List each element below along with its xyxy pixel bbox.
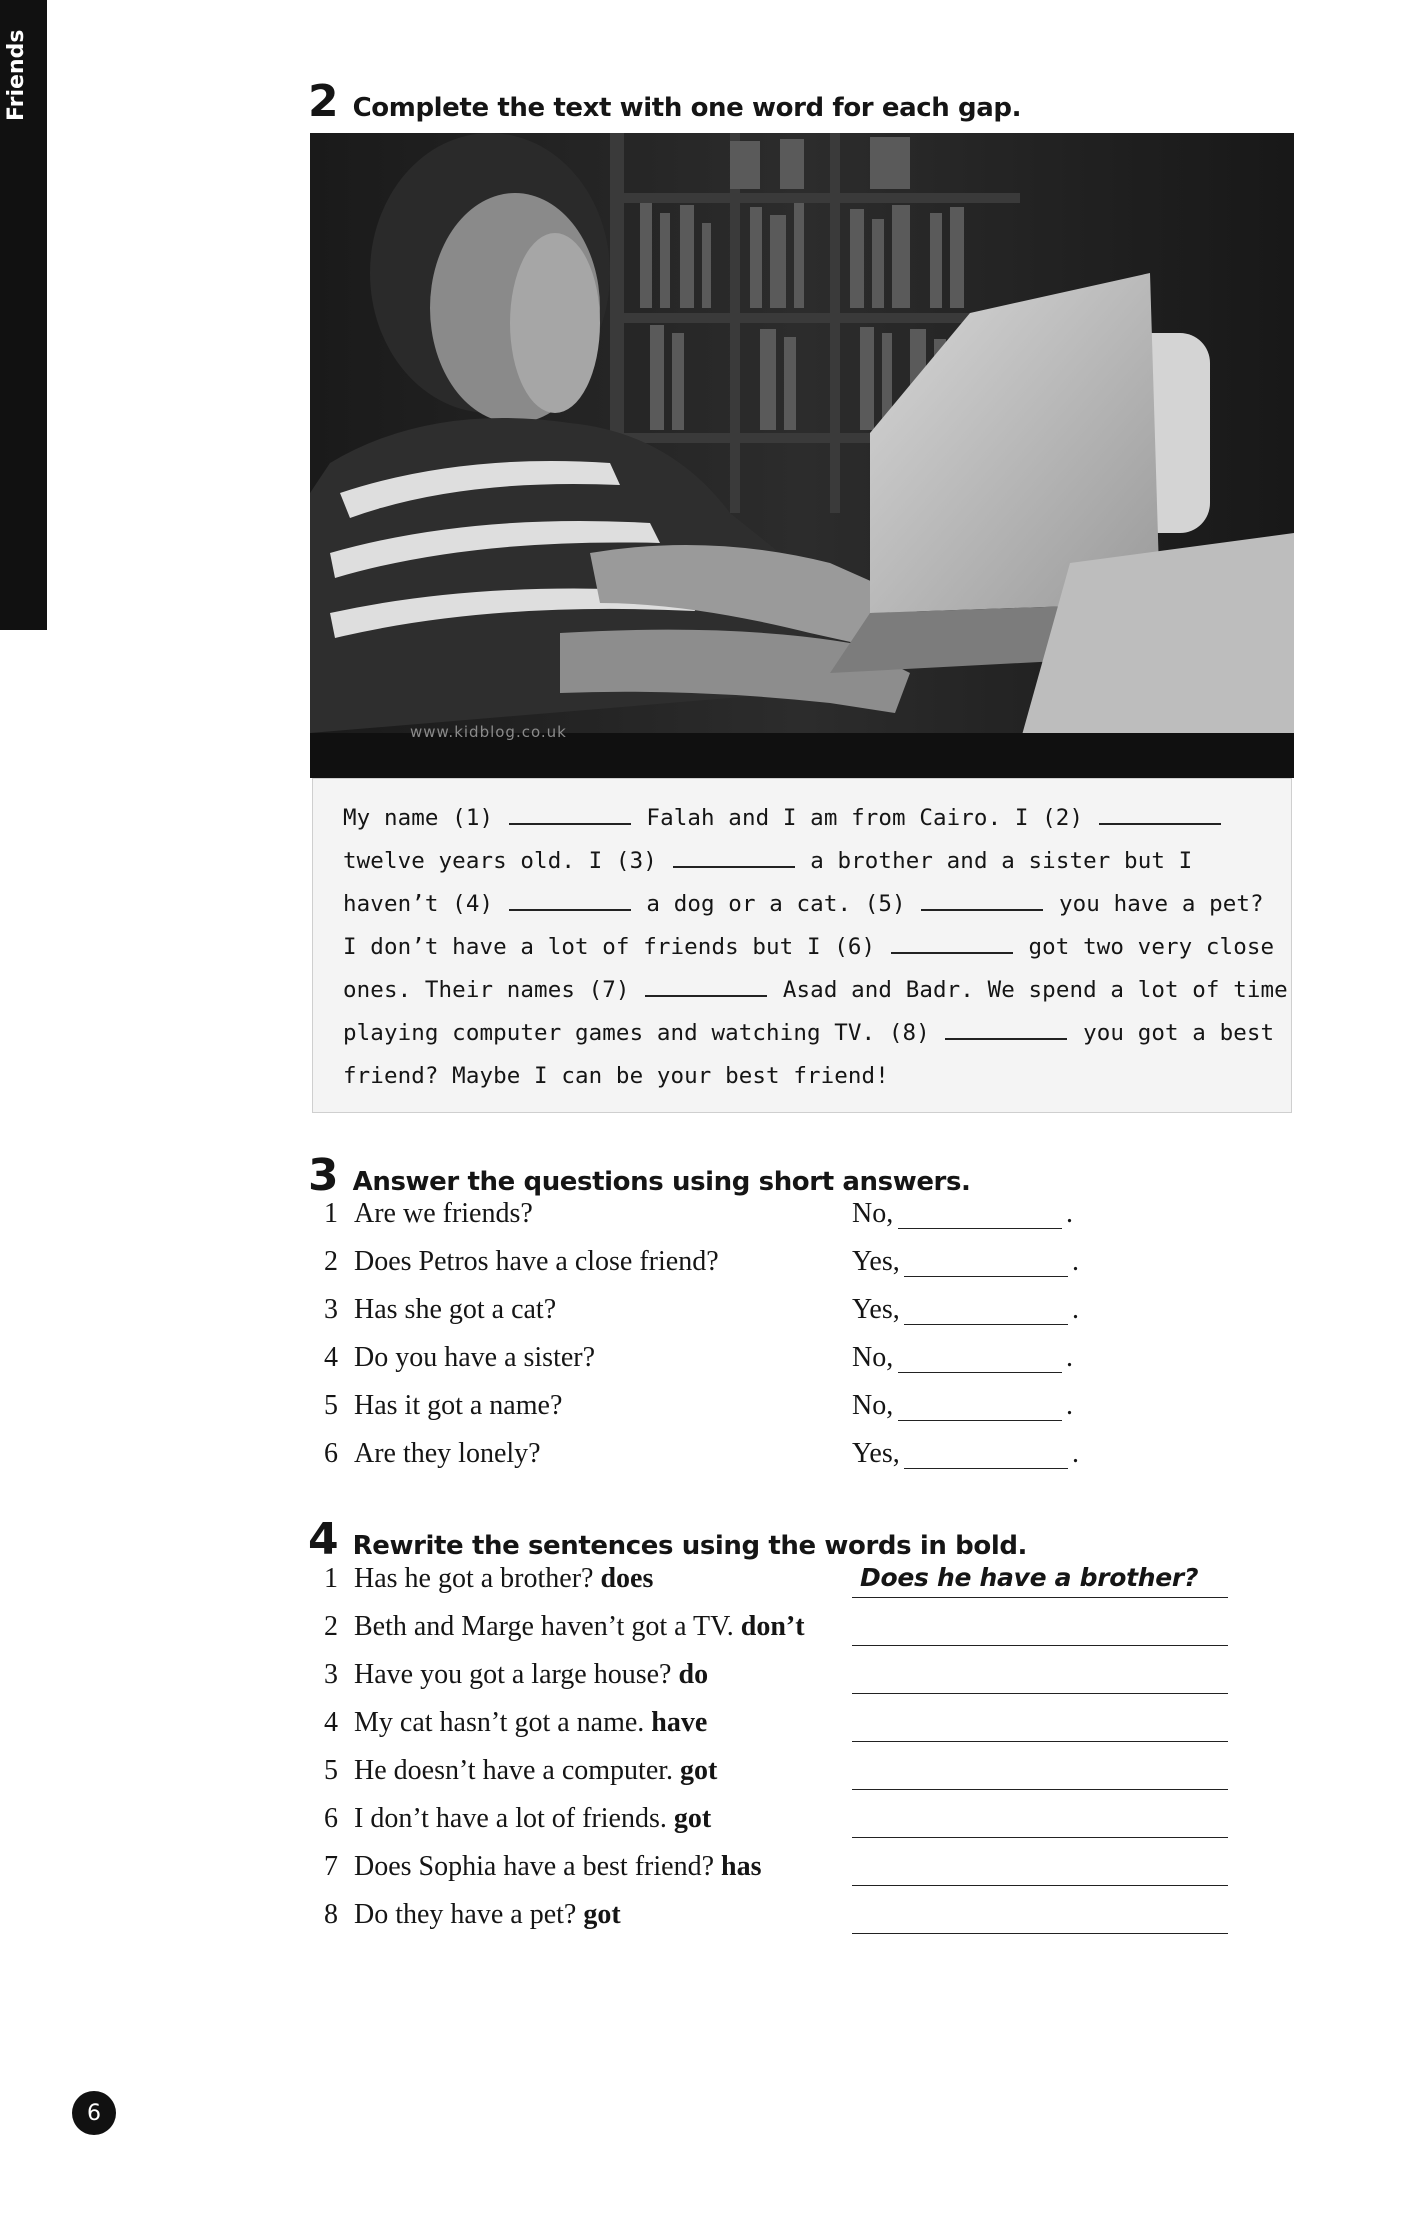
bold-word: does: [600, 1563, 654, 1594]
passage-line: [343, 969, 1288, 1012]
answer-prefix: No,: [852, 1342, 894, 1373]
answer-blank[interactable]: [898, 1372, 1062, 1373]
sentence-text: I don’t have a lot of friends.: [354, 1803, 667, 1834]
passage-text: a dog or a cat. (5): [646, 891, 906, 917]
answer-blank[interactable]: [852, 1645, 1228, 1646]
photo-credit: www.kidblog.co.uk: [410, 723, 567, 741]
sentence-text: Has he got a brother?: [354, 1563, 594, 1594]
sentence-text: Do they have a pet?: [354, 1899, 577, 1930]
question-number: 2: [324, 1246, 338, 1277]
exercise-2-instruction: Complete the text with one word for each gap.: [352, 93, 1022, 123]
exercise-4-number: 4: [308, 1514, 339, 1565]
sentence: [354, 1851, 761, 1883]
gap-8[interactable]: [945, 1020, 1067, 1040]
gap-3[interactable]: [673, 848, 795, 868]
passage-line: [343, 926, 1283, 969]
bold-word: do: [678, 1659, 709, 1690]
gap-6[interactable]: [891, 934, 1013, 954]
side-tab-label: Friends: [4, 30, 29, 122]
item-number: 3: [324, 1659, 338, 1690]
sentence-text: My cat hasn’t got a name.: [354, 1707, 645, 1738]
passage-text: friend? Maybe I can be your best friend!: [343, 1063, 889, 1089]
answer-blank[interactable]: [898, 1228, 1062, 1229]
question-text: Are we friends?: [354, 1198, 533, 1229]
bold-word: have: [651, 1707, 708, 1738]
sentence: [354, 1899, 621, 1931]
answer-blank[interactable]: [904, 1276, 1068, 1277]
answer-prefix: Yes,: [852, 1438, 900, 1469]
answer-blank[interactable]: [904, 1324, 1068, 1325]
exercise-4-instruction: Rewrite the sentences using the words in bold.: [352, 1531, 1028, 1561]
item-number: 2: [324, 1611, 338, 1642]
exercise-2-heading: [308, 76, 1021, 127]
photo-boy-laptop: [310, 133, 1294, 778]
sentence-text: Does Sophia have a best friend?: [354, 1851, 714, 1882]
item-number: 8: [324, 1899, 338, 1930]
answer-period: .: [1066, 1342, 1073, 1373]
sentence: [354, 1755, 717, 1787]
sentence-text: Beth and Marge haven’t got a TV.: [354, 1611, 734, 1642]
passage-text: ones. Their names (7): [343, 977, 630, 1003]
gap-2[interactable]: [1099, 805, 1221, 825]
sentence: [354, 1611, 805, 1643]
answer-period: .: [1072, 1438, 1079, 1469]
answer-blank[interactable]: [852, 1789, 1228, 1790]
passage-text: you got a best: [1083, 1020, 1275, 1046]
answer-period: .: [1066, 1198, 1073, 1229]
passage-text: a brother and a sister but I: [810, 848, 1193, 874]
item-number: 5: [324, 1755, 338, 1786]
page-number: 6: [72, 2091, 116, 2135]
question-text: Does Petros have a close friend?: [354, 1246, 719, 1277]
question-text: Has she got a cat?: [354, 1294, 557, 1325]
passage: [343, 797, 1288, 1098]
answer-blank[interactable]: [852, 1693, 1228, 1694]
gap-5[interactable]: [921, 891, 1043, 911]
sentence-text: He doesn’t have a computer.: [354, 1755, 674, 1786]
sentence-text: Have you got a large house?: [354, 1659, 672, 1690]
gap-4[interactable]: [509, 891, 631, 911]
bold-word: got: [680, 1755, 718, 1786]
passage-text: playing computer games and watching TV. (8): [343, 1020, 930, 1046]
bold-word: has: [721, 1851, 762, 1882]
sentence: [354, 1707, 707, 1739]
answer-blank[interactable]: [852, 1741, 1228, 1742]
answer-prefix: Yes,: [852, 1294, 900, 1325]
answer-blank[interactable]: [852, 1885, 1228, 1886]
question-text: Are they lonely?: [354, 1438, 541, 1469]
passage-line: [343, 797, 1283, 840]
gap-7[interactable]: [645, 977, 767, 997]
sentence: [354, 1659, 708, 1691]
passage-text: I don’t have a lot of friends but I (6): [343, 934, 876, 960]
passage-text: Asad and Badr. We spend a lot of time: [782, 977, 1288, 1003]
answer-period: .: [1072, 1246, 1079, 1277]
exercise-3-number: 3: [308, 1150, 339, 1201]
answer-blank[interactable]: [852, 1837, 1228, 1838]
sentence: [354, 1563, 653, 1595]
answer-prefix: Yes,: [852, 1246, 900, 1277]
bold-word: don’t: [740, 1611, 805, 1642]
passage-text: My name (1): [343, 805, 494, 831]
passage-text: haven’t (4): [343, 891, 494, 917]
exercise-2-number: 2: [308, 76, 339, 127]
answer-prefix: No,: [852, 1198, 894, 1229]
sample-answer: Does he have a brother?: [860, 1563, 1199, 1592]
question-text: Has it got a name?: [354, 1390, 563, 1421]
exercise-3-heading: [308, 1150, 971, 1201]
answer-blank[interactable]: [852, 1933, 1228, 1934]
bold-word: got: [583, 1899, 621, 1930]
item-number: 7: [324, 1851, 338, 1882]
question-number: 6: [324, 1438, 338, 1469]
item-number: 1: [324, 1563, 338, 1594]
question-number: 1: [324, 1198, 338, 1229]
answer-blank[interactable]: [898, 1420, 1062, 1421]
exercise-3-instruction: Answer the questions using short answers.: [352, 1167, 971, 1197]
passage-text: twelve years old. I (3): [343, 848, 657, 874]
item-number: 4: [324, 1707, 338, 1738]
passage-line: [343, 1055, 1283, 1098]
answer-period: .: [1072, 1294, 1079, 1325]
side-tab: [0, 0, 47, 630]
answer-blank[interactable]: [904, 1468, 1068, 1469]
gap-1[interactable]: [509, 805, 631, 825]
passage-line: [343, 840, 1283, 883]
item-number: 6: [324, 1803, 338, 1834]
answer-blank[interactable]: [852, 1597, 1228, 1598]
passage-line: [343, 1012, 1283, 1055]
question-text: Do you have a sister?: [354, 1342, 596, 1373]
exercise-4-heading: [308, 1514, 1027, 1565]
passage-text: got two very close: [1028, 934, 1275, 960]
answer-period: .: [1066, 1390, 1073, 1421]
sentence: [354, 1803, 711, 1835]
question-number: 3: [324, 1294, 338, 1325]
passage-line: [343, 883, 1283, 926]
question-number: 5: [324, 1390, 338, 1421]
passage-text: Falah and I am from Cairo. I (2): [646, 805, 1084, 831]
bold-word: got: [673, 1803, 712, 1834]
passage-text: you have a pet?: [1059, 891, 1264, 917]
question-number: 4: [324, 1342, 338, 1373]
answer-prefix: No,: [852, 1390, 894, 1421]
passage-box: [312, 778, 1292, 1113]
